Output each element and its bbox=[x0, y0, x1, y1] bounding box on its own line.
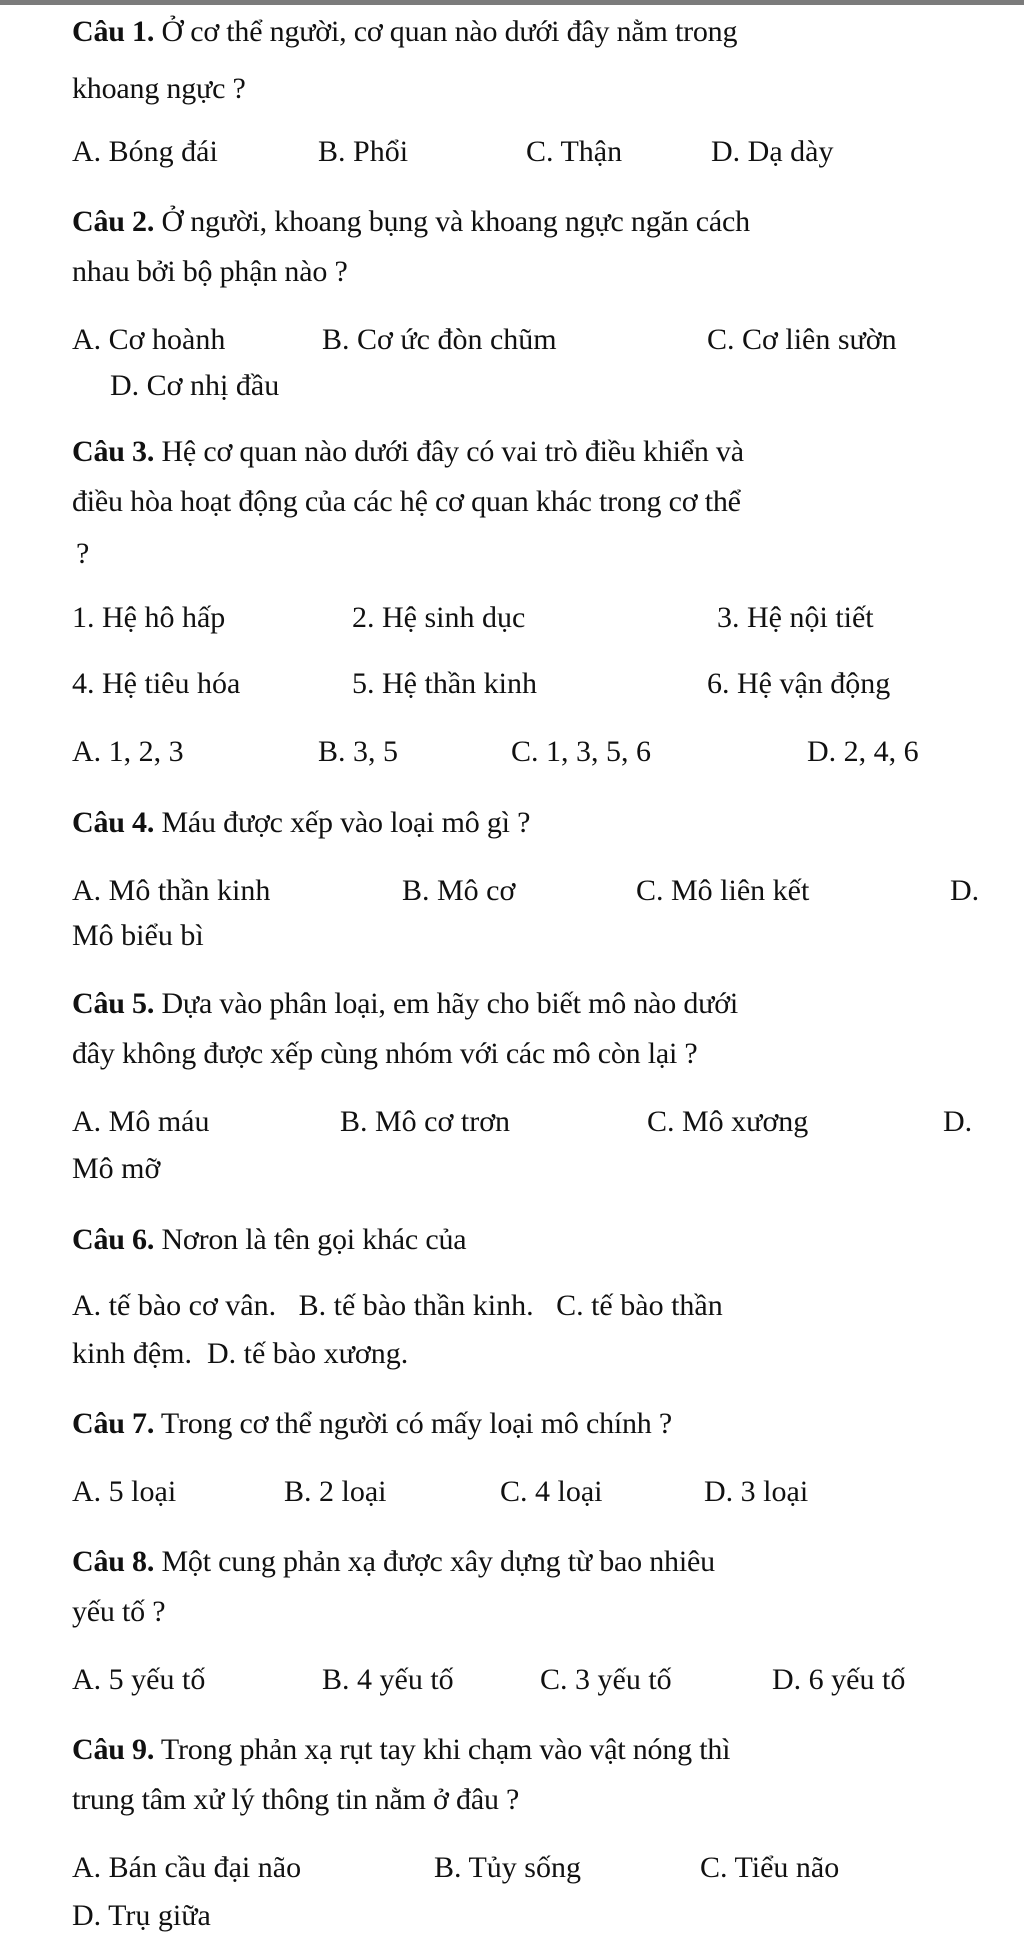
q4-option-d-label: D. bbox=[950, 874, 980, 907]
q4-option-a[interactable]: A. Mô thần kinh bbox=[72, 874, 271, 907]
q5-option-c[interactable]: C. Mô xương bbox=[647, 1105, 809, 1138]
q9-option-d[interactable]: D. Trụ giữa bbox=[72, 1899, 211, 1932]
q3-stem-line3: ? bbox=[76, 537, 90, 570]
q7-number: Câu 7. bbox=[72, 1407, 155, 1440]
q3-item-2: 2. Hệ sinh dục bbox=[352, 601, 526, 634]
q3-item-5: 5. Hệ thần kinh bbox=[352, 667, 537, 700]
q5-stem-text: Dựa vào phân loại, em hãy cho biết mô nào dưới bbox=[154, 987, 738, 1020]
q7-option-b[interactable]: B. 2 loại bbox=[284, 1475, 387, 1508]
q8-option-a[interactable]: A. 5 yếu tố bbox=[72, 1663, 206, 1696]
q4-option-c[interactable]: C. Mô liên kết bbox=[636, 874, 810, 907]
q4-option-d[interactable] bbox=[950, 873, 979, 909]
q5-option-d[interactable] bbox=[943, 1104, 972, 1140]
q7-option-a[interactable]: A. 5 loại bbox=[72, 1475, 177, 1508]
q7-stem-line1 bbox=[72, 1406, 672, 1442]
q9-stem-line2: trung tâm xử lý thông tin nằm ở đâu ? bbox=[72, 1783, 520, 1816]
q5-number: Câu 5. bbox=[72, 987, 155, 1020]
q8-number: Câu 8. bbox=[72, 1545, 155, 1578]
q9-option-b[interactable]: B. Tủy sống bbox=[434, 1851, 581, 1884]
q4-option-b[interactable]: B. Mô cơ bbox=[402, 874, 516, 907]
q3-stem-text: Hệ cơ quan nào dưới đây có vai trò điều khiển và bbox=[154, 435, 744, 468]
q4-stem-text: Máu được xếp vào loại mô gì ? bbox=[154, 806, 531, 839]
q3-stem-line2: điều hòa hoạt động của các hệ cơ quan khác trong cơ thể bbox=[72, 485, 741, 518]
q2-option-c[interactable]: C. Cơ liên sườn bbox=[707, 323, 897, 356]
q8-option-d[interactable]: D. 6 yếu tố bbox=[772, 1663, 906, 1696]
q6-stem-line1 bbox=[72, 1222, 466, 1258]
q3-option-a[interactable]: A. 1, 2, 3 bbox=[72, 735, 184, 768]
q7-option-d[interactable]: D. 3 loại bbox=[704, 1475, 809, 1508]
q1-option-b[interactable]: B. Phổi bbox=[318, 135, 409, 168]
q9-stem-text: Trong phản xạ rụt tay khi chạm vào vật nóng thì bbox=[154, 1733, 731, 1766]
q2-stem-line1 bbox=[72, 204, 750, 240]
q3-option-b[interactable]: B. 3, 5 bbox=[318, 735, 399, 768]
q9-option-a[interactable]: A. Bán cầu đại não bbox=[72, 1851, 302, 1884]
q2-option-d[interactable]: D. Cơ nhị đầu bbox=[110, 369, 280, 402]
q3-item-1: 1. Hệ hô hấp bbox=[72, 601, 226, 634]
q2-option-b[interactable]: B. Cơ ức đòn chũm bbox=[322, 323, 557, 356]
q5-option-d-text[interactable]: Mô mỡ bbox=[72, 1152, 161, 1185]
q6-options-line2[interactable]: kinh đệm. D. tế bào xương. bbox=[72, 1337, 409, 1370]
q6-options-line1[interactable]: A. tế bào cơ vân. B. tế bào thần kinh. C. tế bào thần bbox=[72, 1289, 723, 1322]
q5-option-b[interactable]: B. Mô cơ trơn bbox=[340, 1105, 511, 1138]
q7-stem-text: Trong cơ thể người có mấy loại mô chính ? bbox=[154, 1407, 673, 1440]
q4-stem-line1 bbox=[72, 805, 530, 841]
q5-option-a[interactable]: A. Mô máu bbox=[72, 1105, 210, 1138]
q3-number: Câu 3. bbox=[72, 435, 155, 468]
q1-stem-line1 bbox=[72, 14, 737, 50]
q8-option-c[interactable]: C. 3 yếu tố bbox=[540, 1663, 672, 1696]
q1-stem-line2: khoang ngực ? bbox=[72, 72, 246, 105]
q1-option-c[interactable]: C. Thận bbox=[526, 135, 623, 168]
q9-number: Câu 9. bbox=[72, 1733, 155, 1766]
q5-stem-line2: đây không được xếp cùng nhóm với các mô còn lại ? bbox=[72, 1037, 698, 1070]
q8-stem-line1 bbox=[72, 1544, 715, 1580]
q7-option-c[interactable]: C. 4 loại bbox=[500, 1475, 603, 1508]
q8-option-b[interactable]: B. 4 yếu tố bbox=[322, 1663, 454, 1696]
q1-option-d[interactable]: D. Dạ dày bbox=[711, 135, 834, 168]
q5-stem-line1 bbox=[72, 986, 738, 1022]
top-edge-bar bbox=[0, 0, 1024, 5]
q3-option-c[interactable]: C. 1, 3, 5, 6 bbox=[511, 735, 652, 768]
q1-number: Câu 1. bbox=[72, 15, 155, 48]
q5-option-d-label: D. bbox=[943, 1105, 973, 1138]
q3-stem-line1 bbox=[72, 434, 744, 470]
q8-stem-text: Một cung phản xạ được xây dựng từ bao nhiêu bbox=[154, 1545, 715, 1578]
q3-item-6: 6. Hệ vận động bbox=[707, 667, 891, 700]
q4-option-d-text[interactable]: Mô biểu bì bbox=[72, 919, 204, 952]
q3-item-4: 4. Hệ tiêu hóa bbox=[72, 667, 241, 700]
q1-stem-text: Ở cơ thể người, cơ quan nào dưới đây nằm trong bbox=[154, 15, 738, 48]
q1-option-a[interactable]: A. Bóng đái bbox=[72, 135, 218, 168]
q9-stem-line1 bbox=[72, 1732, 730, 1768]
q2-option-a[interactable]: A. Cơ hoành bbox=[72, 323, 226, 356]
q2-number: Câu 2. bbox=[72, 205, 155, 238]
q2-stem-text: Ở người, khoang bụng và khoang ngực ngăn cách bbox=[154, 205, 750, 238]
q4-number: Câu 4. bbox=[72, 806, 155, 839]
q6-stem-text: Nơron là tên gọi khác của bbox=[154, 1223, 467, 1256]
q8-stem-line2: yếu tố ? bbox=[72, 1595, 166, 1628]
q3-option-d[interactable]: D. 2, 4, 6 bbox=[807, 735, 919, 768]
q3-item-3: 3. Hệ nội tiết bbox=[717, 601, 874, 634]
q2-stem-line2: nhau bởi bộ phận nào ? bbox=[72, 255, 348, 288]
q6-number: Câu 6. bbox=[72, 1223, 155, 1256]
q9-option-c[interactable]: C. Tiểu não bbox=[700, 1851, 840, 1884]
